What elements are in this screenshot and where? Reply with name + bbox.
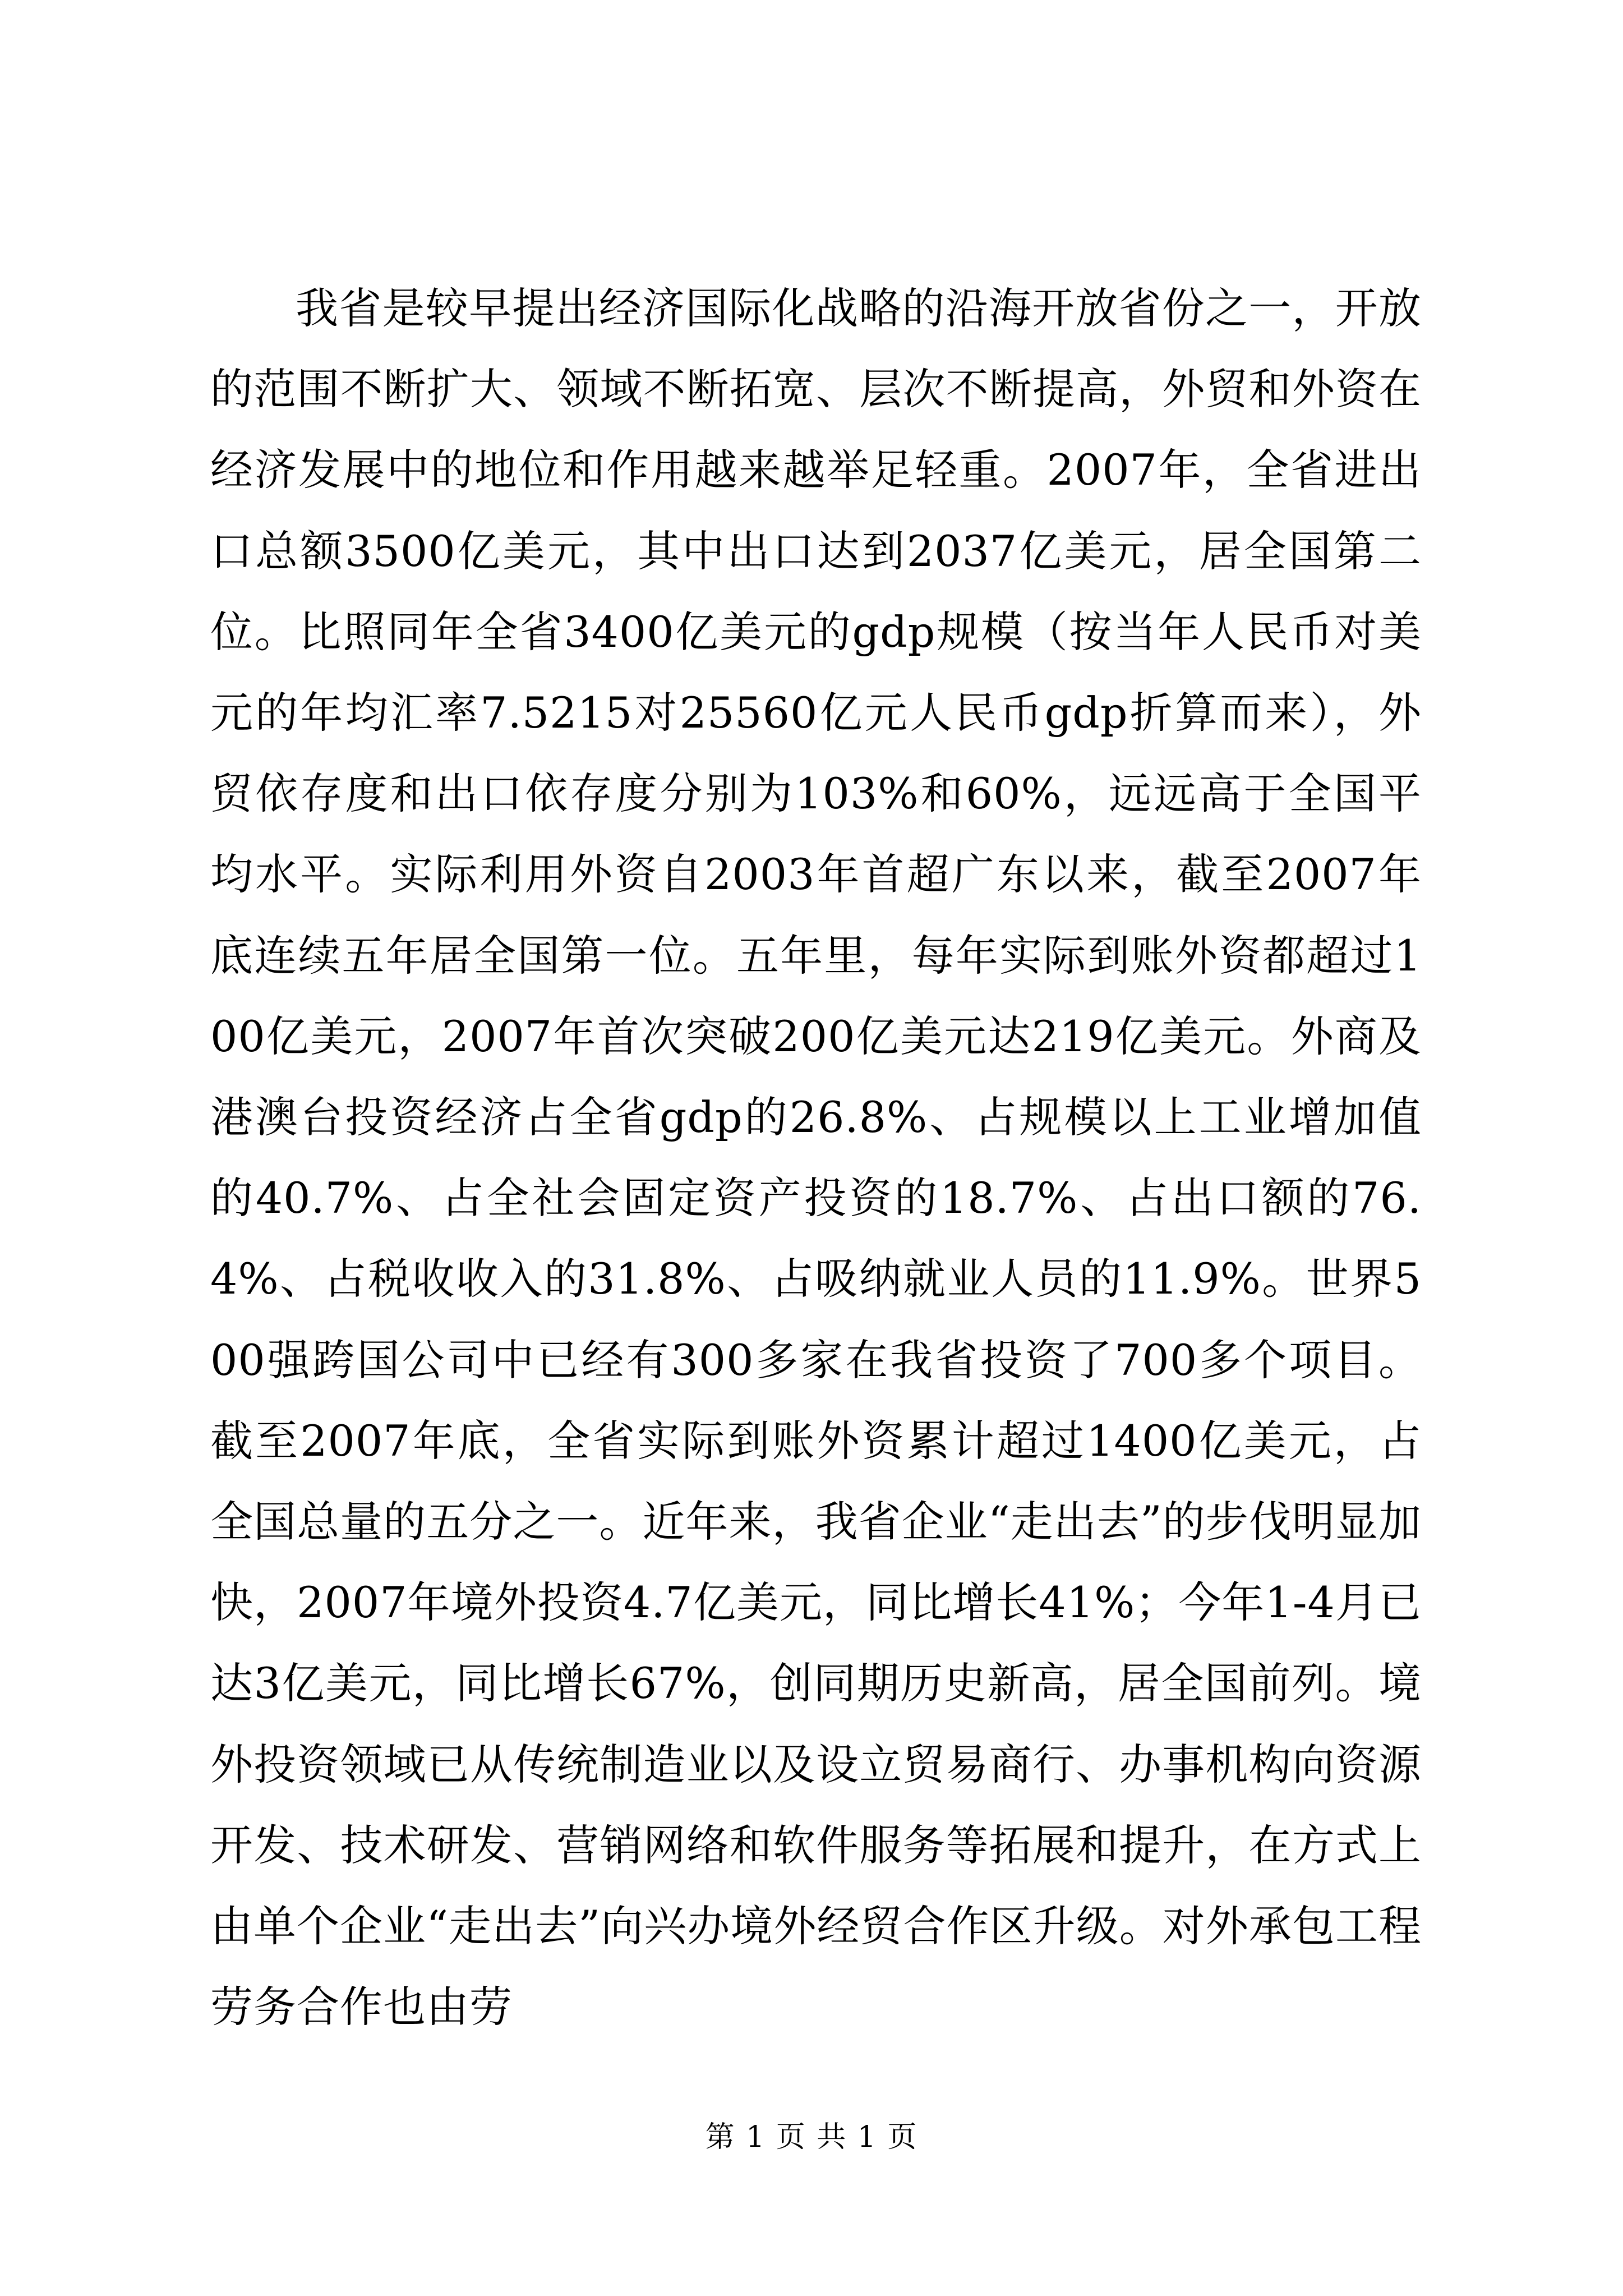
page-footer: 第 1 页 共 1 页 [705, 2120, 918, 2154]
body-paragraph: 我省是较早提出经济国际化战略的沿海开放省份之一，开放的范围不断扩大、领域不断拓宽、层次不断提高，外贸和外资在经济发展中的地位和作用越来越举足轻重。2007年，全省进出口总额3500亿美元，其中出口达到2037亿美元，居全国第二位。比照同年全省3400亿美元的gdp规模（按当年人民币对美元的年均汇率7.5215对25560亿元人民币gdp折算而来），外贸依存度和出口依存度分别为103%和60%，远远高于全国平均水平。实际利用外资自2003年首超广东以来，截至2007年底连续五年居全国第一位。五年里，每年实际到账外资都超过100亿美元，2007年首次突破200亿美元达219亿美元。外商及港澳台投资经济占全省gdp的26.8%、占规模以上工业增加值的40.7%、占全社会固定资产投资的18.7%、占出口额的76.4%、占税收收入的31.8%、占吸纳就业人员的11.9%。世界500强跨国公司中已经有300多家在我省投资了700多个项目。截至2007年底，全省实际到账外资累计超过1400亿美元，占全国总量的五分之一。近年来，我省企业“走出去”的步伐明显加快，2007年境外投资4.7亿美元，同比增长41%；今年1-4月已达3亿美元，同比增长67%，创同期历史新高，居全国前列。境外投资领域已从传统制造业以及设立贸易商行、办事机构向资源开发、技术研发、营销网络和软件服务等拓展和提升，在方式上由单个企业“走出去”向兴办境外经贸合作区升级。对外承包工程劳务合作也由劳 [210, 283, 1422, 2032]
